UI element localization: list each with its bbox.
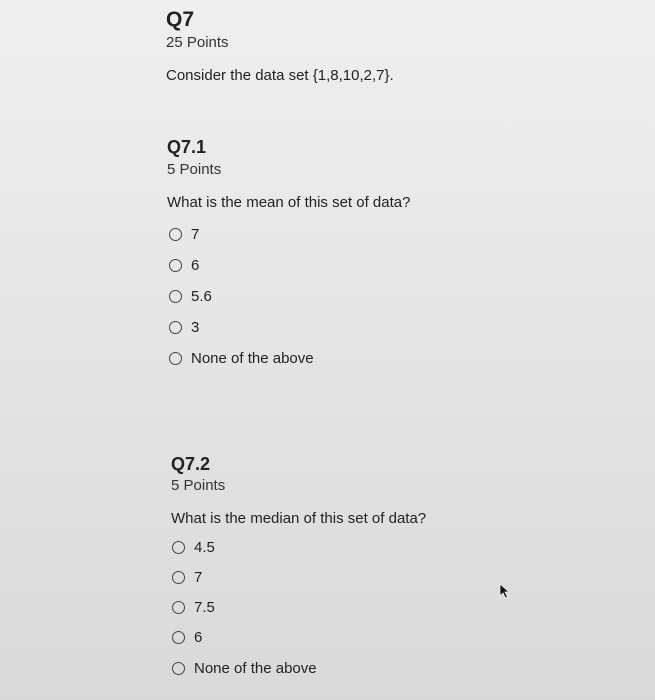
answer-option-label: 6 [194, 628, 203, 646]
answer-option[interactable] [172, 627, 202, 647]
answer-option-label: 7 [191, 225, 200, 243]
radio-button[interactable] [169, 259, 182, 272]
radio-button[interactable] [172, 631, 185, 644]
answer-option[interactable] [169, 255, 199, 275]
answer-option[interactable] [169, 224, 199, 244]
subquestion-points: 5 Points [171, 477, 226, 494]
radio-button[interactable] [172, 571, 185, 584]
answer-option-label: None of the above [194, 659, 317, 677]
question-title: Q7 [166, 8, 195, 31]
answer-option[interactable] [169, 286, 212, 306]
arrow-cursor-icon [499, 583, 513, 604]
answer-option-label: 6 [191, 256, 200, 274]
question-points: 25 Points [166, 34, 229, 51]
answer-option[interactable] [169, 317, 199, 337]
answer-option-label: 4.5 [194, 538, 215, 556]
question-prompt: Consider the data set {1,8,10,2,7}. [166, 67, 394, 84]
answer-option-label: None of the above [191, 349, 314, 367]
answer-option-label: 5.6 [191, 287, 212, 305]
radio-button[interactable] [169, 352, 182, 365]
radio-button[interactable] [169, 321, 182, 334]
radio-button[interactable] [172, 541, 185, 554]
radio-button[interactable] [169, 290, 182, 303]
answer-option[interactable] [169, 348, 314, 368]
answer-option[interactable] [172, 658, 317, 678]
radio-button[interactable] [169, 228, 182, 241]
subquestion-title: Q7.2 [171, 454, 211, 474]
subquestion-prompt: What is the mean of this set of data? [167, 194, 411, 211]
radio-button[interactable] [172, 601, 185, 614]
answer-option[interactable] [172, 537, 215, 557]
answer-option[interactable] [172, 597, 215, 617]
subquestion-prompt: What is the median of this set of data? [171, 510, 427, 527]
radio-button[interactable] [172, 662, 185, 675]
answer-option[interactable] [172, 567, 202, 587]
answer-option-label: 7 [194, 568, 203, 586]
subquestion-title: Q7.1 [167, 137, 207, 157]
subquestion-points: 5 Points [167, 161, 222, 178]
answer-option-label: 7.5 [194, 598, 215, 616]
answer-option-label: 3 [191, 318, 200, 336]
